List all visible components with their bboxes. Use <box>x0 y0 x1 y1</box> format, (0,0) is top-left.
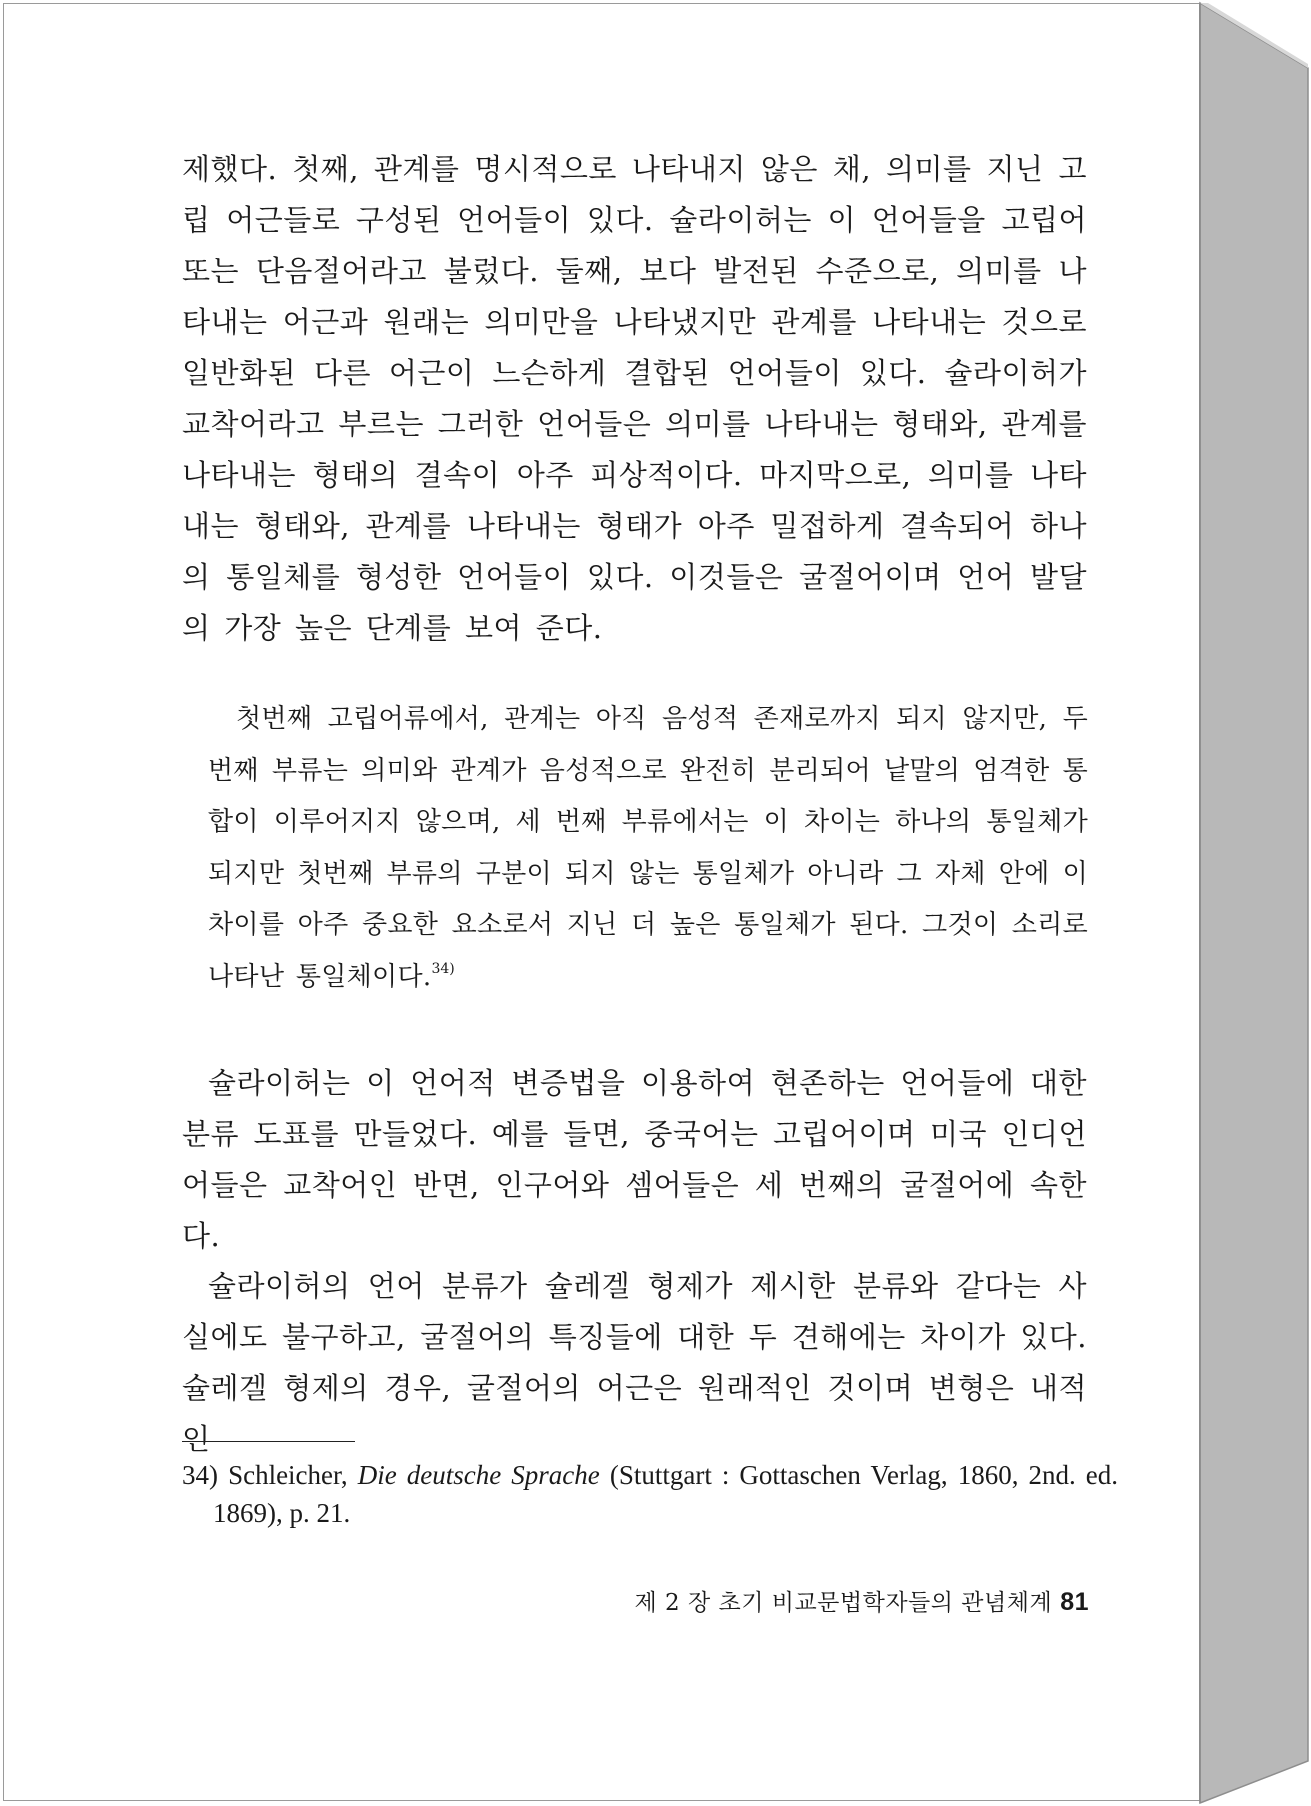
footnote-34 <box>182 1456 1118 1532</box>
chapter-title: 제 2 장 초기 비교문법학자들의 관념체계 <box>634 1590 1053 1616</box>
footnote-separator <box>182 1441 355 1442</box>
page-number: 81 <box>1060 1588 1089 1616</box>
body-paragraph-1: 제했다. 첫째, 관계를 명시적으로 나타내지 않은 채, 의미를 지닌 고립 어근들로 구성된 언어들이 있다. 슐라이허는 이 언어들을 고립어 또는 단음절어라고 불렀다. 둘째, 보다 발전된 수준으로, 의미를 나타내는 어근과 원래는 의미만을 나타냈지만 관계를 나타내는 것으로 일반화된 다른 어근이 느슨하게 결합된 언어들이 있다. 슐라이허가 교착어라고 부르는 그러한 언어들은 의미를 나타내는 형태와, 관계를 나타내는 형태의 결속이 아주 피상적이다. 마지막으로, 의미를 나타내는 형태와, 관계를 나타내는 형태가 아주 밀접하게 결속되어 하나의 통일체를 형성한 언어들이 있다. 이것들은 굴절어이며 언어 발달의 가장 높은 단계를 보여 준다. <box>182 152 1087 645</box>
footnote-author: Schleicher, <box>228 1460 348 1490</box>
footnote-number: 34) <box>182 1460 218 1490</box>
running-footer <box>635 1586 1090 1619</box>
footnote-reference[interactable]: 34) <box>431 960 455 977</box>
body-paragraph-3: 슐라이허의 언어 분류가 슐레겔 형제가 제시한 분류와 같다는 사실에도 불구하고, 굴절어의 특징들에 대한 두 견해에는 차이가 있다. 슐레겔 형제의 경우, 굴절어의 어근은 원래적인 것이며 변형은 내적인 <box>182 1269 1087 1456</box>
body-paragraph-2: 슐라이허는 이 언어적 변증법을 이용하여 현존하는 언어들에 대한 분류 도표를 만들었다. 예를 들면, 중국어는 고립어이며 미국 인디언어들은 교착어인 반면, 인구어와 셈어들은 세 번째의 굴절어에 속한다. <box>182 1066 1087 1253</box>
block-quote <box>208 694 1088 1003</box>
block-quote-text: 첫번째 고립어류에서, 관계는 아직 음성적 존재로까지 되지 않지만, 두 번째 부류는 의미와 관계가 음성적으로 완전히 분리되어 낱말의 엄격한 통합이 이루어지지 않으며, 세 번째 부류에서는 이 차이는 하나의 통일체가 되지만 첫번째 부류의 구분이 되지 않는 통일체가 아니라 그 자체 안에 이 차이를 아주 중요한 요소로서 지닌 더 높은 통일체가 된다. 그것이 소리로 나타난 통일체이다. <box>208 704 1088 992</box>
footnote-details: (Stuttgart : Gottaschen Verlag, 1860, 2nd. ed. 1869), p. 21. <box>213 1460 1119 1528</box>
footnote-title: Die deutsche Sprache <box>357 1460 600 1490</box>
